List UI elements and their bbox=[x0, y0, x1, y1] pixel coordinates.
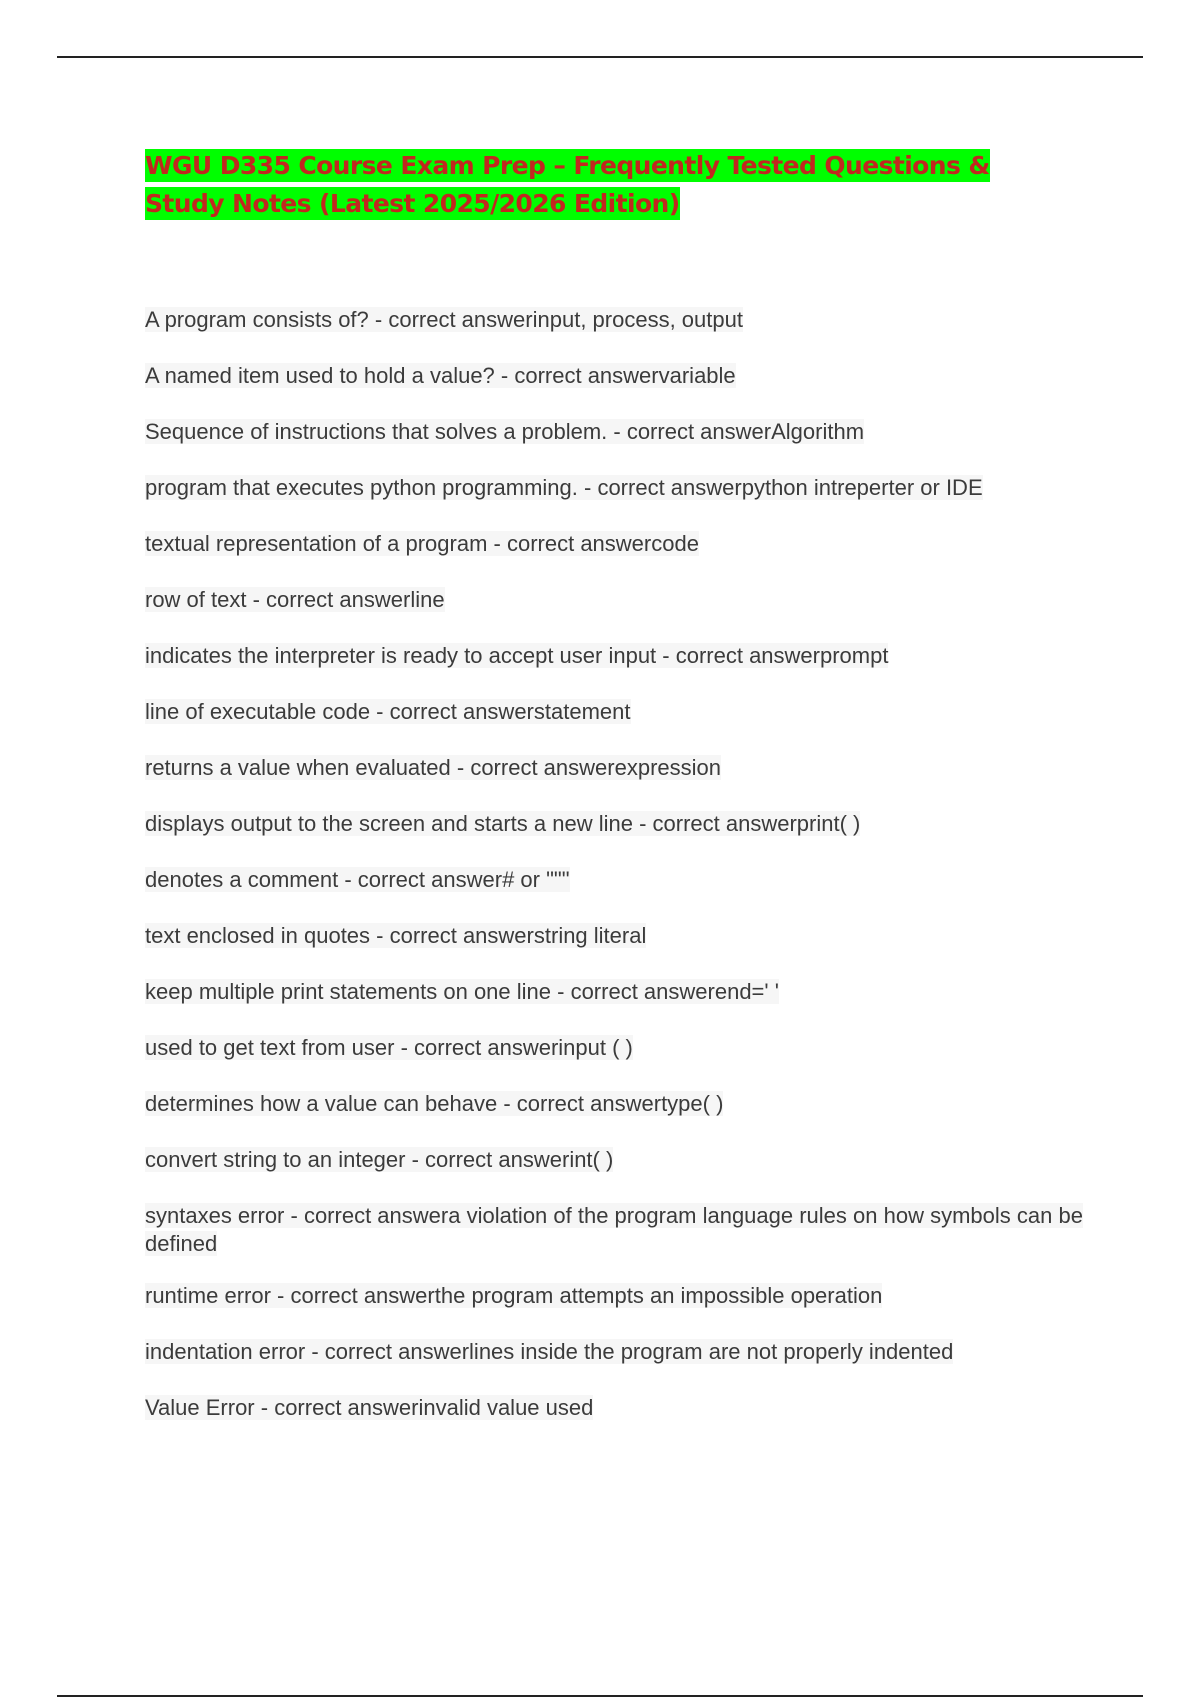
qa-separator: - correct answer bbox=[494, 363, 659, 388]
qa-answer: invalid value used bbox=[418, 1395, 594, 1420]
qa-separator: - correct answer bbox=[577, 475, 742, 500]
qa-answer: lines inside the program are not properly indented bbox=[469, 1339, 954, 1364]
qa-question: syntaxes error bbox=[145, 1203, 285, 1228]
qa-item bbox=[145, 642, 1095, 670]
qa-item bbox=[145, 362, 1095, 390]
qa-question: Value Error bbox=[145, 1395, 255, 1420]
qa-item bbox=[145, 1146, 1095, 1174]
qa-question: Sequence of instructions that solves a problem. bbox=[145, 419, 608, 444]
qa-separator: - correct answer bbox=[607, 419, 772, 444]
qa-answer: print( ) bbox=[796, 811, 861, 836]
qa-item bbox=[145, 754, 1095, 782]
qa-answer: input ( ) bbox=[558, 1035, 633, 1060]
qa-separator: - correct answer bbox=[370, 923, 534, 948]
qa-question: indentation error bbox=[145, 1339, 306, 1364]
qa-item bbox=[145, 418, 1095, 446]
qa-answer: variable bbox=[658, 363, 736, 388]
qa-item bbox=[145, 1282, 1095, 1310]
qa-answer: line bbox=[410, 587, 445, 612]
qa-separator: - correct answer bbox=[305, 1339, 470, 1364]
qa-answer: the program attempts an impossible operation bbox=[434, 1283, 883, 1308]
qa-separator: - correct answer bbox=[497, 1091, 662, 1116]
qa-question: program that executes python programming. bbox=[145, 475, 578, 500]
qa-separator: - correct answer bbox=[394, 1035, 559, 1060]
qa-question: A named item used to hold a value? bbox=[145, 363, 495, 388]
qa-answer: string literal bbox=[533, 923, 647, 948]
qa-answer: python intreperter or IDE bbox=[741, 475, 983, 500]
qa-item bbox=[145, 474, 1095, 502]
qa-separator: - correct answer bbox=[270, 1283, 435, 1308]
qa-answer: statement bbox=[533, 699, 631, 724]
qa-question: returns a value when evaluated bbox=[145, 755, 451, 780]
qa-question: keep multiple print statements on one line bbox=[145, 979, 552, 1004]
qa-answer: input, process, output bbox=[532, 307, 743, 332]
qa-item bbox=[145, 698, 1095, 726]
qa-question: text enclosed in quotes bbox=[145, 923, 371, 948]
qa-answer: code bbox=[651, 531, 699, 556]
qa-item bbox=[145, 922, 1095, 950]
qa-question: determines how a value can behave bbox=[145, 1091, 498, 1116]
qa-question: textual representation of a program bbox=[145, 531, 488, 556]
qa-separator: - correct answer bbox=[405, 1147, 570, 1172]
qa-answer: a violation of the program language rules on how symbols can be defined bbox=[145, 1203, 1083, 1256]
qa-separator: - correct answer bbox=[656, 643, 820, 668]
qa-separator: - correct answer bbox=[368, 307, 533, 332]
qa-separator: - correct answer bbox=[254, 1395, 419, 1420]
qa-question: A program consists of? bbox=[145, 307, 369, 332]
qa-answer: int( ) bbox=[569, 1147, 614, 1172]
qa-item bbox=[145, 866, 1095, 894]
qa-item bbox=[145, 810, 1095, 838]
qa-question: runtime error bbox=[145, 1283, 271, 1308]
qa-item bbox=[145, 1394, 1095, 1422]
qa-question: displays output to the screen and starts a new line bbox=[145, 811, 633, 836]
qa-question: line of executable code bbox=[145, 699, 371, 724]
qa-item bbox=[145, 978, 1095, 1006]
document-title-text: WGU D335 Course Exam Prep – Frequently Tested Questions & Study Notes (Latest 2025/2026 Edition) bbox=[145, 151, 990, 218]
header-rule bbox=[57, 56, 1143, 58]
qa-separator: - correct answer bbox=[338, 867, 503, 892]
qa-separator: - correct answer bbox=[632, 811, 797, 836]
document-title bbox=[145, 147, 1075, 223]
qa-item bbox=[145, 586, 1095, 614]
qa-separator: - correct answer bbox=[246, 587, 411, 612]
qa-answer: Algorithm bbox=[771, 419, 865, 444]
qa-item bbox=[145, 1090, 1095, 1118]
qa-answer: type( ) bbox=[661, 1091, 724, 1116]
qa-item bbox=[145, 530, 1095, 558]
qa-item bbox=[145, 1338, 1095, 1366]
qa-question: row of text bbox=[145, 587, 247, 612]
qa-list bbox=[145, 306, 1095, 1450]
qa-separator: - correct answer bbox=[450, 755, 615, 780]
qa-answer: # or """ bbox=[502, 867, 570, 892]
qa-question: indicates the interpreter is ready to accept user input bbox=[145, 643, 657, 668]
qa-item bbox=[145, 306, 1095, 334]
qa-question: denotes a comment bbox=[145, 867, 339, 892]
qa-answer: end=' ' bbox=[714, 979, 779, 1004]
qa-answer: prompt bbox=[820, 643, 889, 668]
qa-separator: - correct answer bbox=[370, 699, 534, 724]
qa-question: convert string to an integer bbox=[145, 1147, 406, 1172]
qa-separator: - correct answer bbox=[551, 979, 715, 1004]
qa-item bbox=[145, 1202, 1095, 1258]
qa-item bbox=[145, 1034, 1095, 1062]
qa-question: used to get text from user bbox=[145, 1035, 395, 1060]
qa-answer: expression bbox=[614, 755, 721, 780]
footer-rule bbox=[57, 1695, 1143, 1697]
qa-separator: - correct answer bbox=[284, 1203, 449, 1228]
qa-separator: - correct answer bbox=[487, 531, 652, 556]
